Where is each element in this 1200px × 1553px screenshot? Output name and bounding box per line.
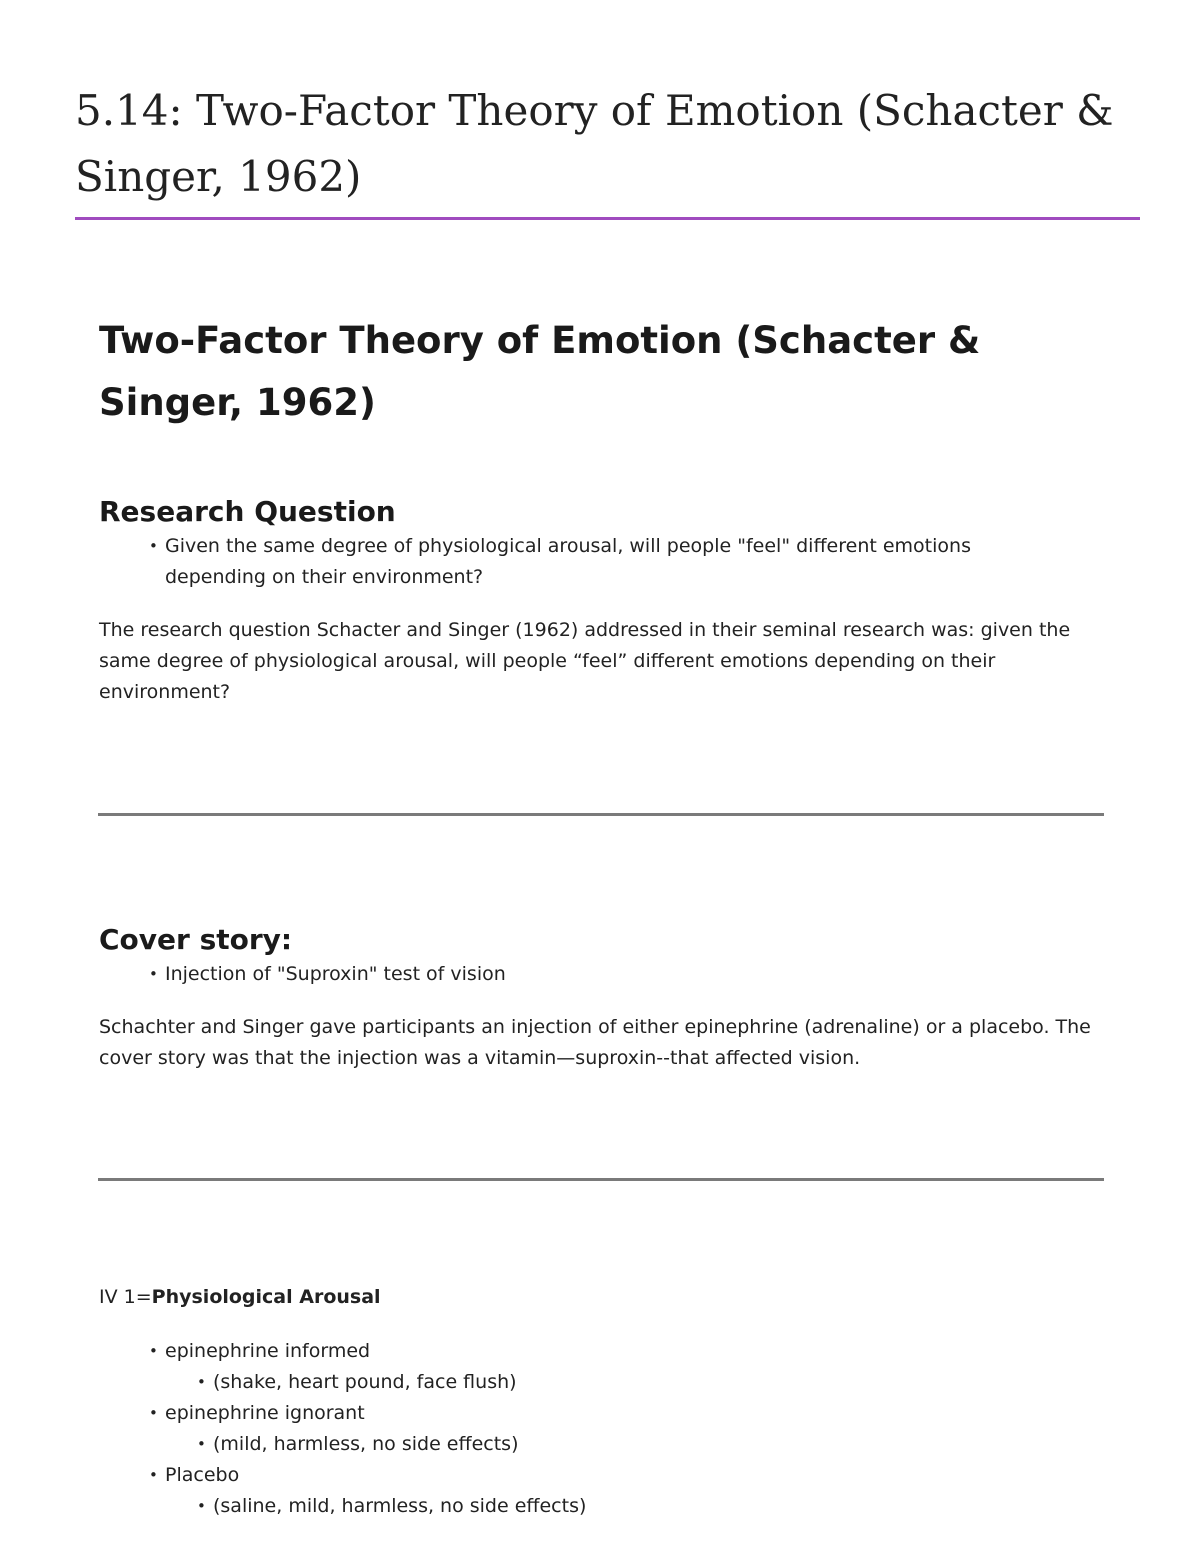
list-item: • Given the same degree of physiological arousal, will people "feel" different emotions depending on their environment? [149, 531, 979, 593]
iv1-conditions-list [99, 1336, 1104, 1522]
iv1-section [99, 1282, 1104, 1522]
cover-story-paragraph: Schachter and Singer gave participants an injection of either epinephrine (adrenaline) or a placebo. The cover story was that the injection was a vitamin—suproxin--that affected vision. [99, 1016, 1091, 1069]
list-subitem: • (shake, heart pound, face flush) [149, 1367, 1104, 1398]
iv1-label [99, 1282, 1104, 1313]
cover-story-section [99, 922, 1104, 1074]
list-item: • Injection of "Suproxin" test of vision [149, 959, 1104, 990]
research-question-heading: Research Question [99, 495, 396, 528]
header-divider [75, 217, 1140, 220]
section-divider [98, 1178, 1104, 1181]
list-item: • Placebo [149, 1460, 1104, 1491]
page-header [75, 78, 1140, 210]
research-question-list [99, 531, 979, 593]
list-item: • epinephrine ignorant [149, 1398, 1104, 1429]
cover-story-heading: Cover story: [99, 923, 293, 956]
iv1-name: Physiological Arousal [151, 1286, 381, 1308]
cover-story-list [99, 959, 1104, 990]
list-subitem: • (mild, harmless, no side effects) [149, 1429, 1104, 1460]
research-question-paragraph: The research question Schacter and Singer (1962) addressed in their seminal research was: given the same degree of physiological arousal, will people “feel” different emotions depending on their environment? [99, 619, 1071, 703]
page-title: 5.14: Two-Factor Theory of Emotion (Schacter & Singer, 1962) [75, 86, 1114, 201]
list-subitem: • (saline, mild, harmless, no side effects) [149, 1491, 1104, 1522]
section-divider [98, 813, 1104, 816]
main-heading: Two-Factor Theory of Emotion (Schacter & Singer, 1962) [99, 319, 981, 424]
article-body [99, 310, 1104, 708]
iv1-prefix: IV 1= [99, 1286, 152, 1308]
list-item: • epinephrine informed [149, 1336, 1104, 1367]
